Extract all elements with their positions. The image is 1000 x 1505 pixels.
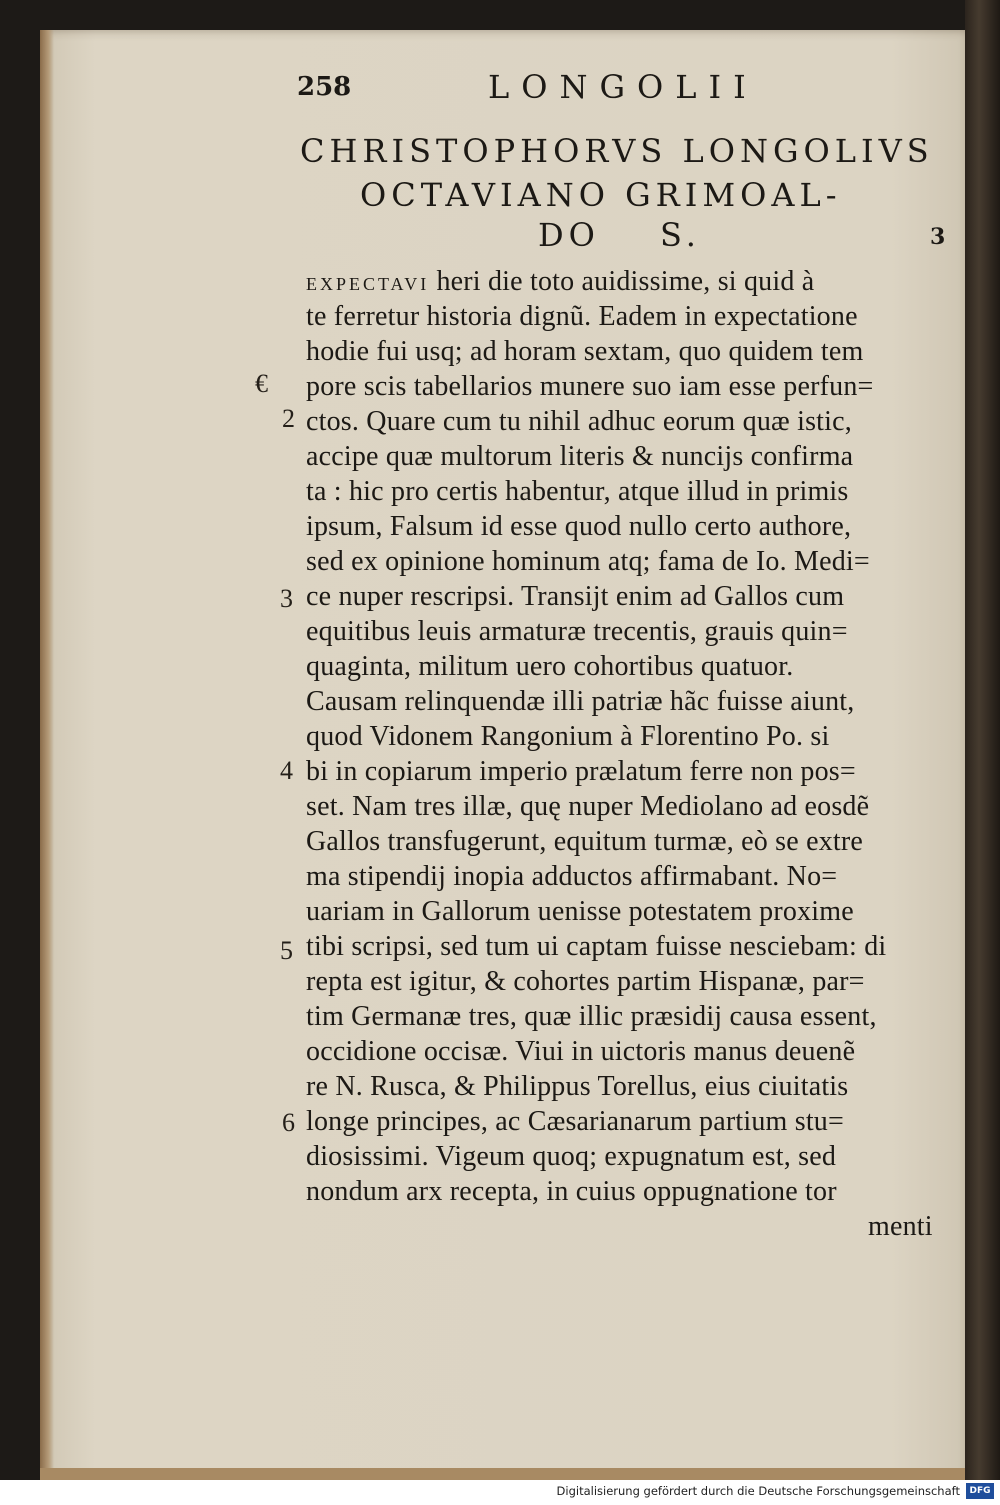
body-line: tibi scripsi, sed tum ui captam fuisse nesciebam: di: [306, 931, 887, 962]
body-line: ctos. Quare cum tu nihil adhuc eorum quæ istic,: [306, 406, 852, 437]
body-line: Gallos transfugerunt, equitum turmæ, eò se extre: [306, 826, 864, 857]
letter-title-line-1: CHRISTOPHORVS LONGOLIVS: [300, 132, 934, 170]
margin-number-top: 3: [930, 224, 946, 250]
body-line: ce nuper rescripsi. Transijt enim ad Gallos cum: [306, 581, 845, 612]
margin-note-1: €: [255, 369, 268, 398]
body-line: equitibus leuis armaturæ trecentis, grauis quin=: [306, 616, 848, 647]
body-line: Causam relinquendæ illi patriæ hãc fuisse aiunt,: [306, 686, 855, 717]
body-line: [306, 266, 814, 298]
margin-note-3: 3: [280, 584, 293, 613]
page-bottom-edge: [40, 1468, 965, 1480]
funding-credit: Digitalisierung gefördert durch die Deutsche Forschungsgemeinschaft: [556, 1484, 960, 1498]
margin-note-6: 6: [282, 1108, 295, 1137]
margin-note-5: 5: [280, 936, 293, 965]
margin-note-4: 4: [280, 756, 293, 785]
footer-bar: [0, 1480, 1000, 1505]
body-line: accipe quæ multorum literis & nuncijs confirma: [306, 441, 854, 472]
catchword: menti: [868, 1211, 933, 1242]
running-head: LONGOLII: [488, 68, 758, 106]
folio-number: 258: [297, 72, 352, 102]
book-page: [40, 30, 965, 1480]
body-line-text: heri die toto auidissime, si quid à: [436, 266, 815, 297]
body-line: ma stipendij inopia adductos affirmabant. No=: [306, 861, 838, 892]
letter-title-line-3b: S.: [660, 216, 701, 254]
body-line: uariam in Gallorum uenisse potestatem proxime: [306, 896, 854, 927]
body-line: quod Vidonem Rangonium à Florentino Po. si: [306, 721, 830, 752]
body-line: ipsum, Falsum id esse quod nullo certo authore,: [306, 511, 852, 542]
body-line: diosissimi. Vigeum quoq; expugnatum est, sed: [306, 1141, 837, 1172]
body-line: sed ex opinione hominum atq; fama de Io. Medi=: [306, 546, 870, 577]
margin-note-2: 2: [282, 404, 295, 433]
dfg-logo: DFG: [966, 1483, 994, 1499]
letter-title-line-2: OCTAVIANO GRIMOAL-: [360, 176, 842, 214]
body-line: hodie fui usq; ad horam sextam, quo quidem tem: [306, 336, 864, 367]
body-line: nondum arx recepta, in cuius oppugnatione tor: [306, 1176, 837, 1207]
body-line: quaginta, militum uero cohortibus quatuor.: [306, 651, 794, 682]
body-line: longe principes, ac Cæsarianarum partium stu=: [306, 1106, 844, 1137]
body-line: te ferretur historia dignũ. Eadem in expectatione: [306, 301, 858, 332]
body-line: re N. Rusca, & Philippus Torellus, eius ciuitatis: [306, 1071, 849, 1102]
opening-word: EXPECTAVI: [306, 274, 430, 294]
body-line: set. Nam tres illæ, quę nuper Mediolano ad eosdẽ: [306, 791, 870, 822]
page-edge: [965, 0, 1000, 1480]
body-line: occidione occisæ. Viui in uictoris manus deuenẽ: [306, 1036, 856, 1067]
letter-title-line-3a: DO: [538, 216, 600, 254]
body-line: pore scis tabellarios munere suo iam esse perfun=: [306, 371, 874, 402]
body-line: repta est igitur, & cohortes partim Hispanæ, par=: [306, 966, 865, 997]
body-line: tim Germanæ tres, quæ illic præsidij causa essent,: [306, 1001, 877, 1032]
body-line: ta : hic pro certis habentur, atque illud in primis: [306, 476, 849, 507]
body-line: bi in copiarum imperio prælatum ferre non pos=: [306, 756, 856, 787]
